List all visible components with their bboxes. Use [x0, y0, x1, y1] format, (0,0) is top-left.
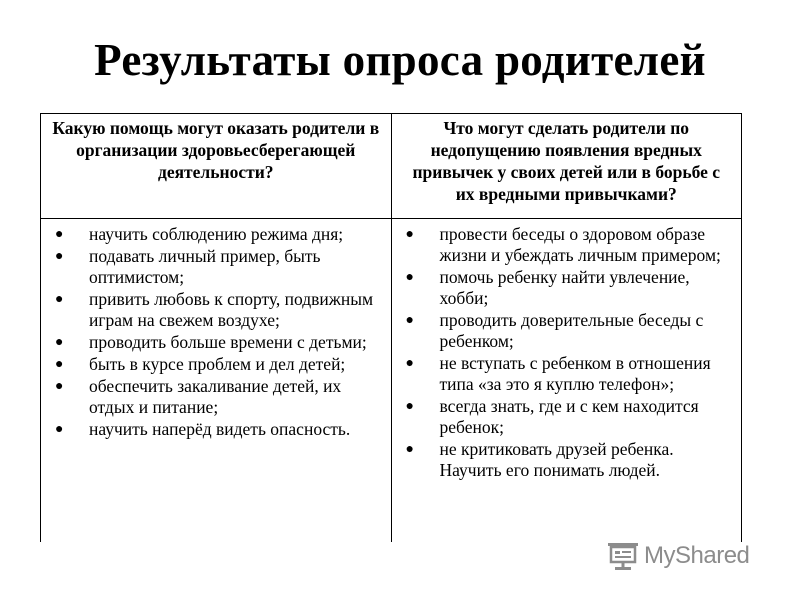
bullet-icon: ●	[405, 313, 414, 328]
page-title: Результаты опроса родителей	[94, 35, 706, 85]
list-item-text: провести беседы о здоровом образе жизни и убеждать личным примером;	[439, 224, 721, 265]
column-header-help: Какую помощь могут оказать родители в организации здоровьесберегающей деятельности?	[41, 114, 392, 219]
help-list	[55, 224, 383, 440]
bullet-icon: ●	[405, 270, 414, 285]
list-item	[406, 353, 734, 395]
bullet-icon: ●	[405, 356, 414, 371]
bullet-icon: ●	[55, 227, 64, 242]
list-item-text: проводить больше времени с детьми;	[89, 332, 367, 352]
list-item-text: не вступать с ребенком в отношения типа «за это я куплю телефон»;	[439, 353, 711, 394]
prevention-cell	[391, 219, 742, 543]
list-item	[406, 439, 734, 481]
list-item-text: проводить доверительные беседы с ребенком;	[439, 310, 704, 351]
list-item	[55, 289, 383, 331]
list-item-text: подавать личный пример, быть оптимистом;	[89, 246, 321, 287]
table-header-row	[41, 114, 742, 219]
list-item	[406, 224, 734, 266]
bullet-icon: ●	[55, 335, 64, 350]
list-item	[406, 267, 734, 309]
list-item	[406, 396, 734, 438]
help-cell	[41, 219, 392, 543]
list-item	[55, 419, 383, 440]
list-item-text: научить наперёд видеть опасность.	[89, 419, 351, 439]
watermark-logo	[606, 540, 749, 572]
bullet-icon: ●	[55, 357, 64, 372]
list-item-text: быть в курсе проблем и дел детей;	[89, 354, 346, 374]
bullet-icon: ●	[55, 249, 64, 264]
watermark-text: MyShared	[644, 542, 750, 569]
column-header-prevention: Что могут сделать родители по недопущению появления вредных привычек у своих детей или в борьбе с их вредными привычками?	[391, 114, 742, 219]
list-item	[406, 310, 734, 352]
bullet-icon: ●	[55, 379, 64, 394]
bullet-icon: ●	[405, 399, 414, 414]
bullet-icon: ●	[55, 422, 64, 437]
prevention-list	[406, 224, 734, 481]
survey-results-table	[40, 113, 742, 542]
table-body-row	[41, 219, 742, 543]
presentation-board-icon	[606, 540, 640, 572]
list-item-text: обеспечить закаливание детей, их отдых и питание;	[89, 376, 342, 417]
list-item-text: научить соблюдению режима дня;	[89, 224, 344, 244]
bullet-icon: ●	[55, 292, 64, 307]
bullet-icon: ●	[405, 442, 414, 457]
list-item	[55, 332, 383, 353]
list-item	[55, 354, 383, 375]
list-item-text: привить любовь к спорту, подвижным играм на свежем воздухе;	[89, 289, 374, 330]
list-item-text: не критиковать друзей ребенка. Научить его понимать людей.	[439, 439, 674, 480]
bullet-icon: ●	[405, 227, 414, 242]
list-item	[55, 224, 383, 245]
list-item-text: всегда знать, где и с кем находится ребенок;	[439, 396, 699, 437]
list-item	[55, 376, 383, 418]
list-item-text: помочь ребенку найти увлечение, хобби;	[439, 267, 690, 308]
list-item	[55, 246, 383, 288]
